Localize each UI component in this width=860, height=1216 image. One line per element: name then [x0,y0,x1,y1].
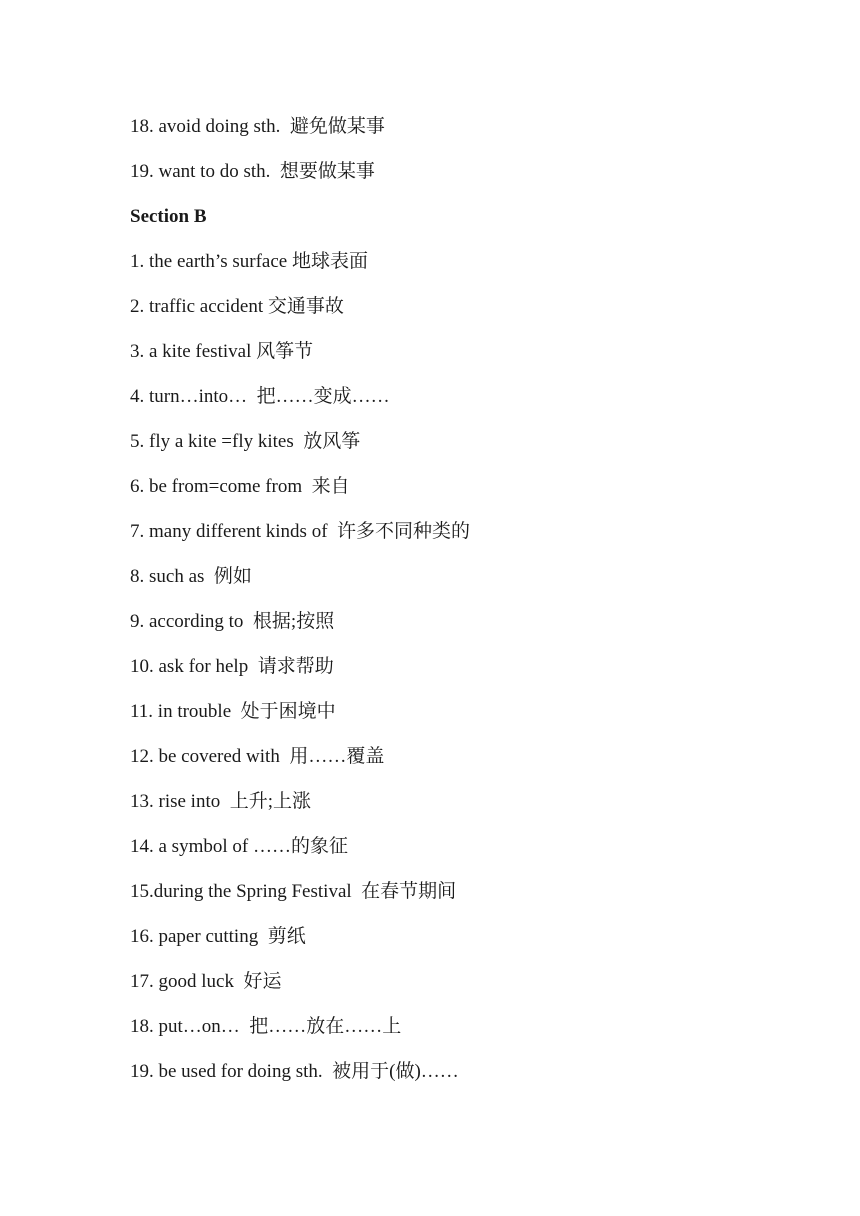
phrase-line: 19. want to do sth. 想要做某事 [130,161,375,182]
phrase-line: 13. rise into 上升;上涨 [130,791,312,812]
phrase-line: 17. good luck 好运 [130,971,282,992]
phrase-line: 12. be covered with 用……覆盖 [130,746,385,767]
phrase-line: 3. a kite festival 风筝节 [130,341,314,362]
phrase-line: 2. traffic accident 交通事故 [130,296,344,317]
phrase-line: 15.during the Spring Festival 在春节期间 [130,881,457,902]
phrase-line: 1. the earth’s surface 地球表面 [130,251,368,272]
phrase-line: 10. ask for help 请求帮助 [130,656,334,677]
phrase-line: 4. turn…into… 把……变成…… [130,386,390,407]
phrase-line: 16. paper cutting 剪纸 [130,926,306,947]
phrase-line: 7. many different kinds of 许多不同种类的 [130,521,471,542]
phrase-line: 5. fly a kite =fly kites 放风筝 [130,431,361,452]
phrase-line: 19. be used for doing sth. 被用于(做)…… [130,1061,459,1082]
phrase-line: 6. be from=come from 来自 [130,476,350,497]
phrase-line: 11. in trouble 处于困境中 [130,701,336,722]
phrase-line: 18. avoid doing sth. 避免做某事 [130,116,385,137]
section-heading: Section B [130,206,207,227]
phrase-line: 9. according to 根据;按照 [130,611,335,632]
phrase-line: 14. a symbol of ……的象征 [130,836,348,857]
phrase-line: 18. put…on… 把……放在……上 [130,1016,402,1037]
phrase-line: 8. such as 例如 [130,566,252,587]
document-body [130,112,810,1102]
